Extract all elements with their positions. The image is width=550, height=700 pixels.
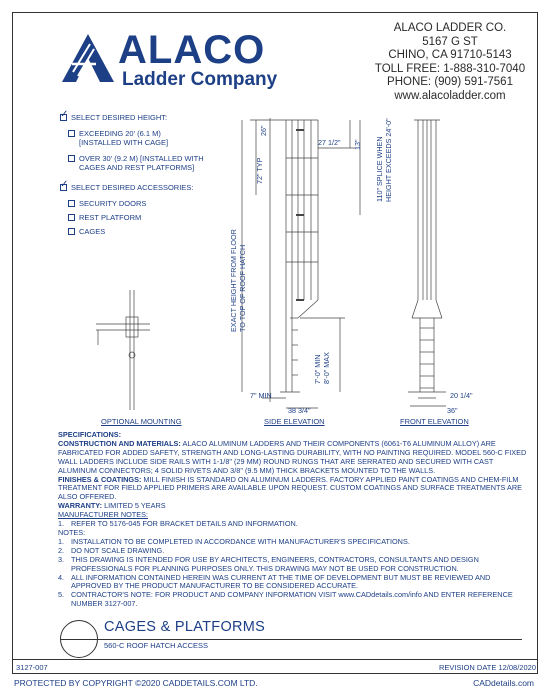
dim-13: 13"	[353, 139, 362, 150]
reference-number: 3127-007	[16, 663, 48, 672]
dim-7-min: 7" MIN	[250, 391, 272, 400]
footer-divider	[12, 659, 538, 660]
note-text: CONTRACTOR'S NOTE: FOR PRODUCT AND COMPANY INFORMATION VISIT www.CADdetails.com/info AND ENTER REFERENCE NUMBER 3127-007.	[71, 590, 513, 609]
note-text: DO NOT SCALE DRAWING.	[71, 545, 165, 555]
note-item: 4. ALL INFORMATION CONTAINED HEREIN WAS CURRENT AT THE TIME OF DEVELOPMENT BUT MUST BE REVIEWED AND APPROVED BY THE PRODUCT MANUFACTURER TO BE CONSIDERED ACCURATE.	[58, 572, 491, 591]
note-item: 2. DO NOT SCALE DRAWING.	[58, 545, 165, 555]
dim-20: 20 1/4"	[450, 391, 473, 400]
dim-26: 26"	[259, 125, 268, 136]
note-item: 5. CONTRACTOR'S NOTE: FOR PRODUCT AND COMPANY INFORMATION VISIT www.CADdetails.com/info AND ENTER REFERENCE NUMBER 3127-007.	[58, 590, 513, 609]
specifications	[58, 431, 528, 609]
finishes-paragraph	[58, 476, 528, 503]
manufacturer-notes-heading: MANUFACTURER NOTES:	[58, 510, 148, 520]
brand-name: ALACO	[118, 28, 266, 72]
company-phone: PHONE: (909) 591-7561	[387, 76, 513, 88]
company-street: 5167 G ST	[422, 35, 478, 48]
manufacturer-note-text: REFER TO 5176-045 FOR BRACKET DETAILS AND INFORMATION.	[71, 519, 298, 529]
dim-38: 38 3/4"	[288, 406, 311, 415]
checkmark-icon: ✓	[60, 179, 69, 190]
warranty-text: LIMITED 5 YEARS	[102, 501, 166, 511]
dim-36: 36"	[447, 406, 458, 415]
height-option-30-line1: OVER 30' (9.2 M) [INSTALLED WITH	[79, 154, 204, 163]
note-text: THIS DRAWING IS INTENDED FOR USE BY ARCHITECTS, ENGINEERS, CONTRACTORS, CONSULTANTS AND DESIGN PROFESSIONALS FOR PLANNING PURPOSES ONLY. THIS DRAWING MAY NOT BE USED FOR CONSTRUCTION.	[71, 554, 479, 573]
warranty-label: WARRANTY:	[58, 501, 103, 511]
dim-splice: 110" SPLICE WHEN	[375, 136, 384, 202]
company-tollfree: TOLL FREE: 1-888-310-7040	[374, 62, 526, 75]
cages-label: CAGES	[79, 227, 106, 236]
security-doors-label: SECURITY DOORS	[79, 199, 147, 208]
specs-heading: SPECIFICATIONS:	[58, 430, 122, 439]
revision-date: REVISION DATE 12/08/2020	[439, 663, 536, 672]
dim-max: 8'-0" MAX	[322, 352, 331, 384]
copyright-notice: PROTECTED BY COPYRIGHT ©2020 CADDETAILS.COM LTD.	[14, 678, 258, 688]
dim-min: 7'-0" MIN	[313, 354, 322, 384]
front-elevation-drawing	[408, 120, 446, 406]
caddetails-link[interactable]: CADdetails.com	[473, 678, 534, 688]
drawing-dimension-text	[229, 118, 473, 415]
checkmark-icon: ✓	[60, 109, 69, 120]
note-item: 3. THIS DRAWING IS INTENDED FOR USE BY ARCHITECTS, ENGINEERS, CONTRACTORS, CONSULTANTS AND DESIGN PROFESSIONALS FOR PLANNING PURPOSES ONLY. THIS DRAWING MAY NOT BE USED FOR CONSTRUCTION.	[58, 554, 479, 573]
manufacturer-note-item: 1. REFER TO 5176-045 FOR BRACKET DETAILS AND INFORMATION.	[58, 519, 298, 529]
finishes-text: MILL FINISH IS STANDARD ON ALUMINUM LADDERS. FACTORY APPLIED PAINT COATINGS AND CHEM-FILM TREATMENT FOR FIELD APPLIED PRIMERS ARE AVAILABLE UPON REQUEST. CUSTOM COATINGS AND SURFACE TREATMENTS ARE ALSO OFFERED.	[58, 474, 522, 502]
note-text: INSTALLATION TO BE COMPLETED IN ACCORDANCE WITH MANUFACTURER'S SPECIFICATIONS.	[71, 536, 410, 546]
optional-mounting-label: OPTIONAL MOUNTING	[101, 417, 182, 426]
company-city: CHINO, CA 91710-5143	[388, 49, 512, 61]
title-divider	[60, 639, 522, 640]
side-elevation-label: SIDE ELEVATION	[264, 417, 325, 426]
dim-72-typ: 72" TYP	[255, 157, 264, 184]
construction-label: CONSTRUCTION AND MATERIALS:	[58, 438, 181, 448]
front-elevation-label: FRONT ELEVATION	[400, 417, 469, 426]
accessories-heading: SELECT DESIRED ACCESSORIES:	[71, 183, 194, 192]
finishes-label: FINISHES & COATINGS:	[58, 474, 142, 484]
rest-platform-label: REST PLATFORM	[79, 213, 142, 222]
note-item: 1. INSTALLATION TO BE COMPLETED IN ACCORDANCE WITH MANUFACTURER'S SPECIFICATIONS.	[58, 536, 410, 546]
notes-heading: NOTES:	[58, 527, 86, 537]
dim-splice2: HEIGHT EXCEEDS 24'-0"	[384, 118, 393, 202]
height-heading: SELECT DESIRED HEIGHT:	[71, 113, 168, 122]
company-website[interactable]: www.alacoladder.com	[394, 89, 506, 102]
height-option-30-line2: CAGES AND REST PLATFORMS]	[79, 163, 195, 172]
height-option-20-line2: [INSTALLED WITH CAGE]	[79, 138, 169, 147]
drawing-subtitle: 560-C ROOF HATCH ACCESS	[104, 641, 209, 650]
dim-exact-height2: TO TOP OF ROOF HATCH	[238, 244, 247, 332]
dim-exact-height: EXACT HEIGHT FROM FLOOR	[229, 229, 238, 332]
optional-mounting-detail	[96, 290, 150, 410]
dim-27-half: 27 1/2"	[318, 138, 341, 147]
construction-paragraph	[58, 440, 528, 476]
brand-subtitle: Ladder Company	[122, 69, 278, 90]
height-option-20-line1: EXCEEDING 20' (6.1 M)	[79, 129, 161, 138]
drawing-title: CAGES & PLATFORMS	[104, 619, 266, 635]
note-text: ALL INFORMATION CONTAINED HEREIN WAS CURRENT AT THE TIME OF DEVELOPMENT BUT MUST BE REVIEWED AND APPROVED BY THE PRODUCT MANUFACTURER TO BE CONSIDERED ACCURATE.	[71, 572, 491, 591]
company-name: ALACO LADDER CO.	[393, 22, 507, 34]
construction-text: ALACO ALUMINUM LADDERS AND THEIR COMPONENTS (6061-T6 ALUMINUM ALLOY) ARE FABRICATED FOR ADDED SAFETY, STRENGTH AND LONG-LASTING DURABILITY, WITH NO PAINTING REQUIRED. MODEL 560-C FIXED WALL LADDERS INCLUDE SIDE RAILS WITH 1-1/8" (29 MM) ROUND RUNGS THAT ARE SERRATED AND SECURED WITH CAST ALUMINUM CONNECTORS; 4 SOLID RIVETS AND 3/8" (9.5 MM) THICK BRACKETS MOUNTED TO THE WALLS.	[58, 438, 527, 475]
